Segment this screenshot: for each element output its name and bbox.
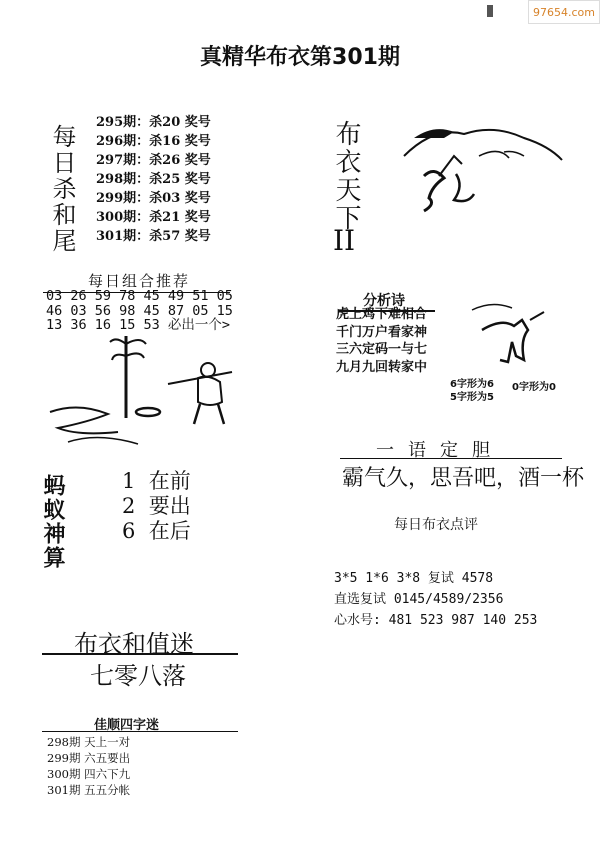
four-char-riddle-list: [47, 734, 130, 798]
daily-comment-codes: [334, 568, 537, 631]
list-item: 296期：杀16 奖号: [96, 134, 211, 149]
buyi-tianxia-roman: II: [333, 224, 356, 257]
combo-title: 每日组合推荐: [88, 272, 191, 290]
shape-label: 6字形为6: [450, 379, 494, 390]
one-phrase-text: 霸气久，思吾吧，酒一杯: [342, 466, 585, 491]
dancer-illustration: [452, 290, 562, 380]
combo-row: 03 26 59 78 45 49 51 05: [46, 288, 233, 304]
code-line: 心水号: 481 523 987 140 253: [334, 613, 538, 628]
list-item: 301期：杀57 奖号: [96, 229, 211, 244]
poem-line: 虎上鸡下难相合: [336, 307, 428, 322]
kill-tail-label: 每日杀和尾: [48, 124, 76, 254]
list-item: 299期：杀03 奖号: [96, 191, 211, 206]
poem-line: 千门万户看家神: [336, 324, 428, 340]
combo-row: 13 36 16 15 53 必出一个>: [46, 317, 231, 333]
shape-label: 5字形为5: [450, 392, 494, 403]
one-phrase-title: 一语定胆: [376, 440, 504, 461]
combo-numbers: [46, 289, 233, 333]
shape-label-right: 0字形为0: [512, 382, 556, 393]
list-item: 2 要出: [122, 494, 191, 518]
code-line: 直选复试 0145/4589/2356: [334, 592, 504, 607]
buyi-tianxia-label: 布衣天下: [331, 120, 361, 232]
four-char-riddle-title: 佳顺四字迷: [94, 718, 160, 733]
divider: [340, 458, 562, 459]
list-item: 298期：杀25 奖号: [96, 172, 211, 187]
mountain-figure-illustration: [384, 116, 564, 228]
bamboo-walker-illustration: [48, 332, 243, 458]
list-item: 301期 五五分帐: [47, 783, 131, 797]
combo-row: 46 03 56 98 45 87 05 15: [46, 302, 233, 319]
list-item: 1 在前: [122, 469, 191, 493]
list-item: 300期 四六下九: [47, 767, 131, 781]
kill-tail-list: [96, 113, 211, 246]
list-item: 6 在后: [122, 519, 191, 543]
watermark-tick: [487, 5, 493, 17]
divider: [42, 653, 238, 655]
divider: [42, 731, 238, 732]
riddle-title: 布衣和值迷: [74, 630, 194, 658]
daily-comment-title: 每日布衣点评: [394, 517, 478, 533]
page-title: 真精华布衣第301期: [200, 45, 400, 70]
poem-line: 九月九回转家中: [336, 359, 428, 375]
list-item: 295期：杀20 奖号: [96, 115, 211, 130]
analysis-poem-title: 分析诗: [363, 290, 405, 310]
shape-labels: [450, 378, 494, 404]
riddle-answer: 七零八落: [90, 662, 186, 690]
list-item: 299期 六五要出: [47, 751, 131, 765]
list-item: 300期：杀21 奖号: [96, 210, 211, 225]
analysis-poem: [336, 306, 427, 376]
list-item: 298期 天上一对: [47, 735, 131, 749]
ant-divination-list: [122, 469, 191, 544]
poem-line: 三六定码一与七: [336, 342, 428, 357]
ant-divination-label: 蚂蚁神算: [40, 474, 65, 570]
list-item: 297期：杀26 奖号: [96, 153, 211, 168]
code-line: 3*5 1*6 3*8 复试 4578: [334, 571, 494, 586]
watermark: 97654.com: [528, 0, 600, 24]
